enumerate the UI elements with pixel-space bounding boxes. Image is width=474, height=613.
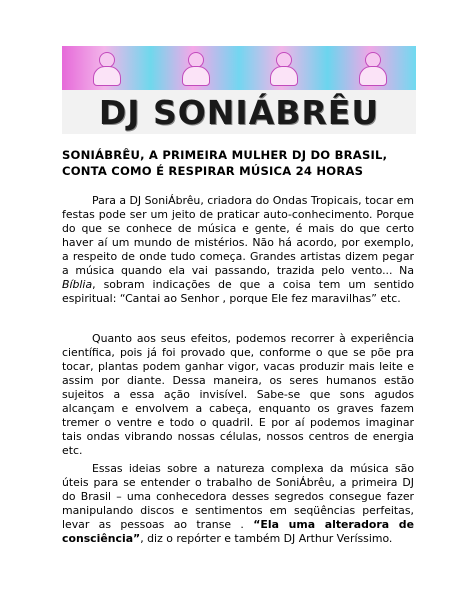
heading-line-2: CONTA COMO É RESPIRAR MÚSICA 24 HORAS: [62, 164, 364, 178]
paragraph-1-text-b: , sobram indicações de que a coisa tem um sentido espiritual: “Cantai ao Senhor , porque Ele fez maravilhas” etc.: [62, 278, 414, 305]
paragraph-2: [62, 332, 414, 458]
paragraph-1-text-a: Para a DJ SoniÁbrêu, criadora do Ondas Tropicais, tocar em festas pode ser um jeito de praticar auto-conhecimento. Porque do que se conhece de música e gente, é mais do que certo haver aí um mundo de mistérios. Não há acordo, por exemplo, a respeito de onde tudo começa. Grandes artistas dizem pegar a música quando ela vai passando, trazida pelo vento... Na: [62, 194, 414, 277]
paragraph-1-italic: Bíblia: [62, 278, 93, 291]
dancer-figure-icon: [352, 49, 392, 87]
logo-title: DJ SONIÁBRÊU: [62, 90, 416, 134]
logo-banner: [62, 46, 416, 90]
dancer-figure-icon: [263, 49, 303, 87]
paragraph-1: [62, 194, 414, 306]
dancer-figure-icon: [86, 49, 126, 87]
paragraph-3-text-a: Essas ideias sobre a natureza complexa da música são úteis para se entender o trabalho de SoniÁbrêu, a primeira DJ do Brasil – uma conhecedora desses segredos consegue fazer manipulando discos e sentimentos em seqüências perfeitas, levar as pessoas ao transe .: [62, 462, 414, 531]
paragraph-3-text-b: , diz o repórter e também DJ Arthur Veríssimo.: [140, 532, 393, 545]
article-heading: [62, 147, 418, 179]
paragraph-3-quote: “Ela uma alteradora de consciência”: [62, 518, 414, 545]
paragraph-3: [62, 462, 414, 546]
dancer-figure-icon: [175, 49, 215, 87]
heading-line-1: SONIÁBRÊU, A PRIMEIRA MULHER DJ DO BRASIL,: [62, 148, 388, 162]
paragraph-2-text: Quanto aos seus efeitos, podemos recorrer à experiência científica, pois já foi provado que, conforme o que se põe pra tocar, plantas podem ganhar vigor, vacas produzir mais leite e assim por diante. Dessa maneira, os seres humanos estão sujeitos a essa ação invisível. Sabe-se que sons agudos alcançam e envolvem a cabeça, enquanto os graves fazem tremer o ventre e todo o quadril. E por aí podemos imaginar tais ondas vibrando nossas células, nossos centros de energia etc.: [62, 332, 414, 457]
